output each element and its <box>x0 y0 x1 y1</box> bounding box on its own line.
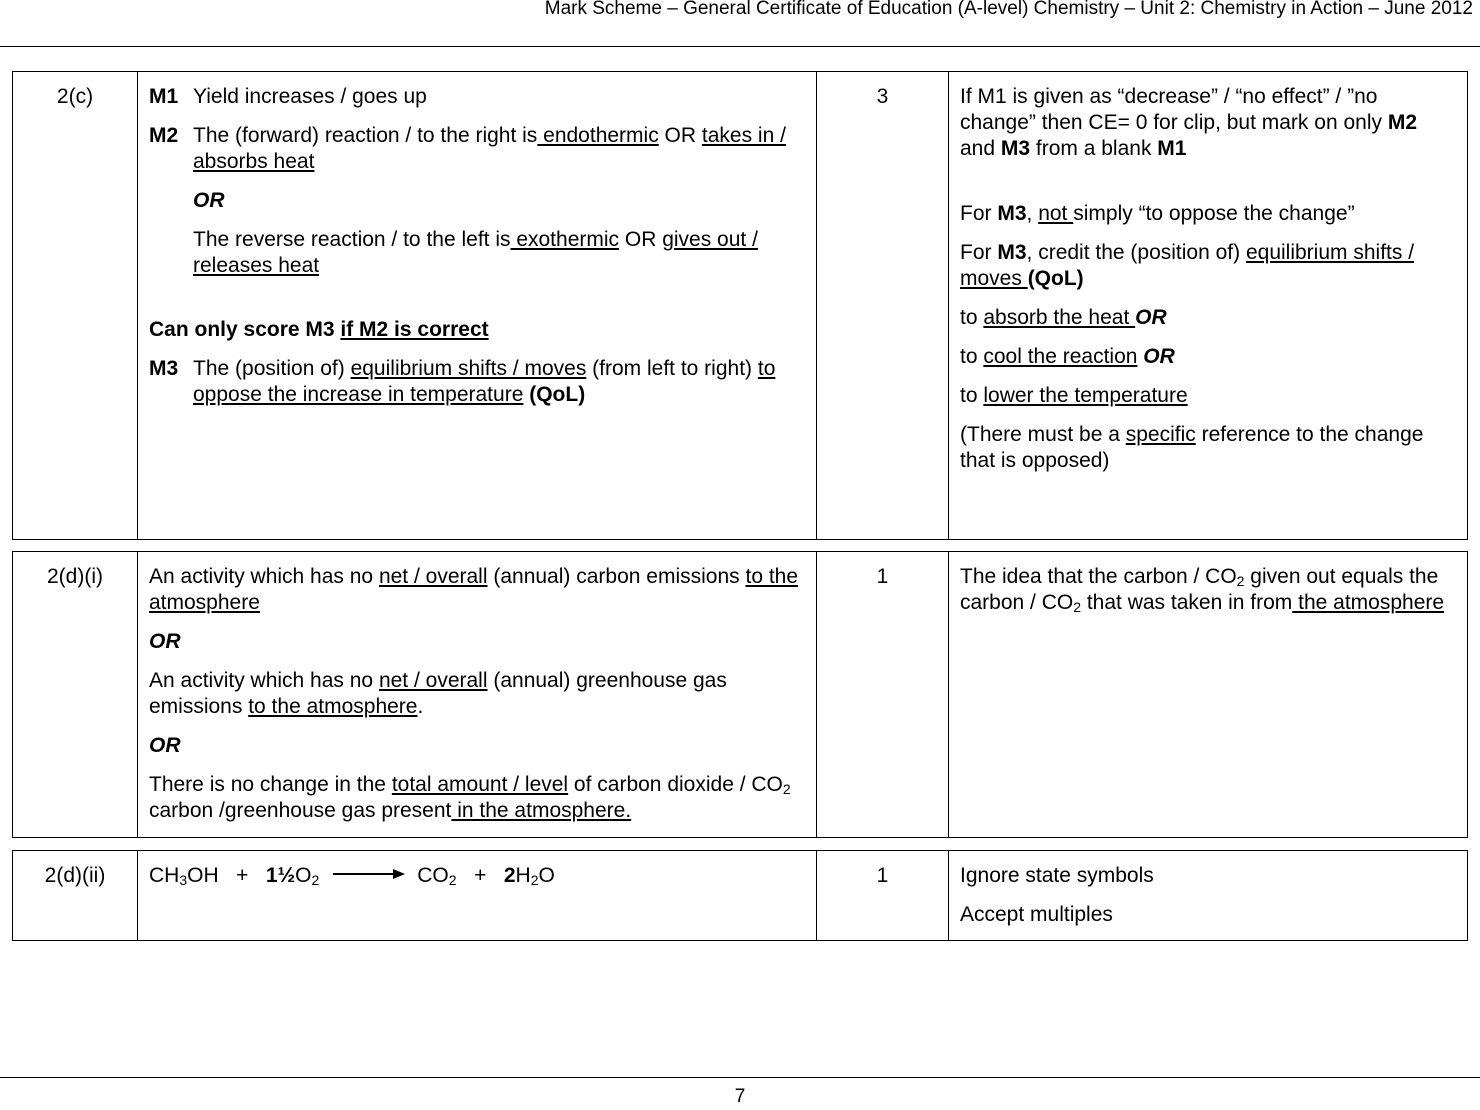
mark-table-2dii <box>12 850 1468 941</box>
marks-value: 1 <box>817 552 949 838</box>
question-number: 2(d)(ii) <box>13 851 138 941</box>
m2-text: The (forward) reaction / to the right is endothermic OR takes in / absorbs heat <box>193 124 786 173</box>
m3-text: The (position of) equilibrium shifts / moves (from left to right) to oppose the increase in temperature (QoL) <box>193 357 776 406</box>
answer-greenhouse-emissions: An activity which has no net / overall (annual) greenhouse gas emissions to the atmosphere. <box>149 669 727 718</box>
guidance-cell <box>949 851 1468 941</box>
mark-label-m3: M3 <box>149 357 179 380</box>
answer-no-change: There is no change in the total amount / level of carbon dioxide / $CO_2$ carbon /greenhouse gas present in the atmosphere. <box>149 773 791 822</box>
guidance-cool: to cool the reaction OR <box>960 345 1175 368</box>
guidance-cell <box>949 552 1468 838</box>
guidance-multiples: Accept multiples <box>960 903 1113 926</box>
m1-text: Yield increases / goes up <box>193 85 427 108</box>
answer-cell <box>138 552 817 838</box>
guidance-m3-credit: For M3, credit the (position of) equilibrium shifts / moves (QoL) <box>960 241 1415 290</box>
guidance-m3-not: For M3, not simply “to oppose the change” <box>960 202 1355 225</box>
m3-condition: Can only score M3 if M2 is correct <box>149 318 489 341</box>
page-number: 7 <box>734 1086 746 1107</box>
answer-carbon-emissions: An activity which has no net / overall (annual) carbon emissions to the atmosphere <box>149 565 799 614</box>
combustion-equation: $CH_3OH$ + $1\frac{1}{2}O_2$ $CO_2 + 2H_2O$ <box>149 864 555 888</box>
guidance-absorb: to absorb the heat OR <box>960 306 1167 329</box>
or-separator: OR <box>193 189 225 212</box>
footer-rule <box>0 1077 1480 1078</box>
guidance-lower: to lower the temperature <box>960 384 1188 407</box>
guidance-idea: The idea that the carbon / $CO_2$ given out equals the carbon / $CO_2$ that was taken in from the atmosphere <box>960 565 1445 615</box>
reverse-reaction-text: The reverse reaction / to the left is exothermic OR gives out / releases heat <box>193 228 758 277</box>
or-separator: OR <box>149 734 181 757</box>
answer-cell <box>138 851 817 941</box>
header-rule <box>0 46 1480 47</box>
marks-value: 1 <box>817 851 949 941</box>
guidance-m1: If M1 is given as “decrease” / “no effect” / ”no change” then CE= 0 for clip, but mark on only M2 and M3 from a blank M1 <box>960 85 1418 160</box>
guidance-specific: (There must be a specific reference to the change that is opposed) <box>960 423 1424 472</box>
answer-cell <box>138 72 817 540</box>
mark-table-2c <box>12 71 1468 540</box>
mark-table-2di <box>12 551 1468 838</box>
reaction-arrow-icon <box>333 868 405 880</box>
mark-label-m1: M1 <box>149 85 179 108</box>
or-separator: OR <box>149 630 181 653</box>
guidance-state-symbols: Ignore state symbols <box>960 864 1154 887</box>
marks-value: 3 <box>817 72 949 540</box>
question-number: 2(d)(i) <box>13 552 138 838</box>
guidance-cell <box>949 72 1468 540</box>
mark-label-m2: M2 <box>149 124 179 147</box>
page-header: Mark Scheme – General Certificate of Education (A-level) Chemistry – Unit 2: Chemistry in Action – June 2012 <box>544 0 1473 19</box>
question-number: 2(c) <box>13 72 138 540</box>
